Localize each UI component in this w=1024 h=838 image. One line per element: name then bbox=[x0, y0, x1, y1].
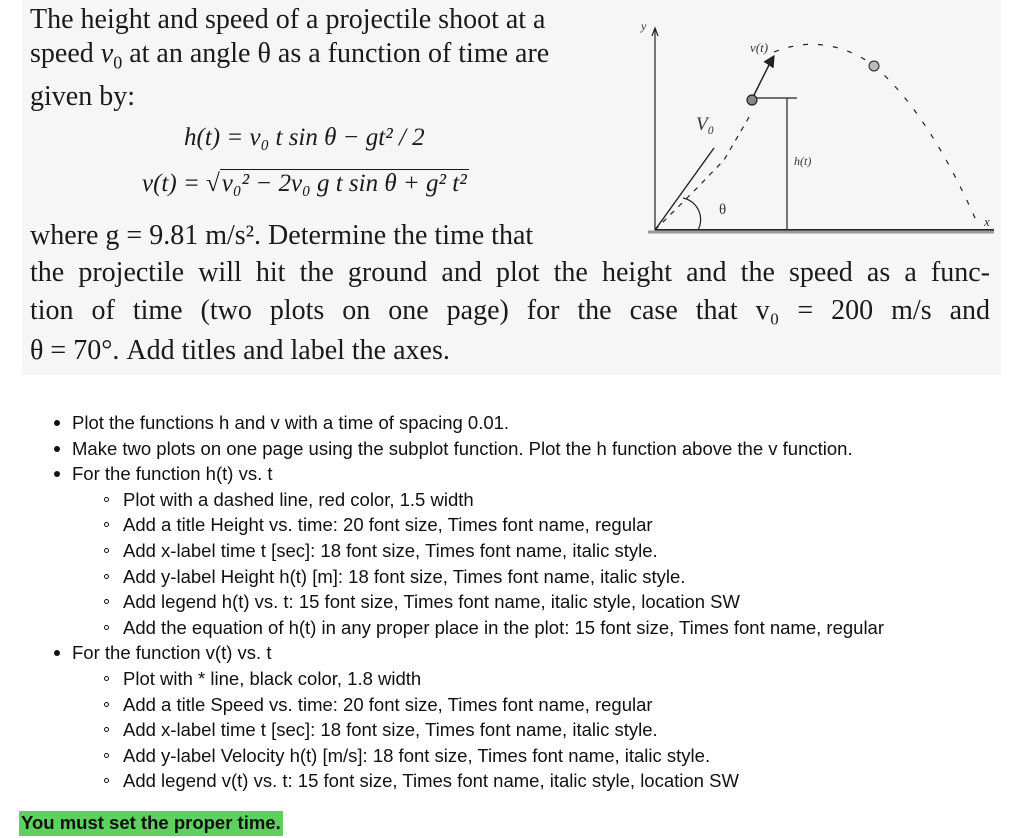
sub-bullet-item: Add the equation of h(t) in any proper place in the plot: 15 font size, Times font name, regular bbox=[123, 616, 885, 638]
bullet-item: For the function v(t) vs. t bbox=[72, 642, 272, 664]
sub-bullet-marker bbox=[104, 676, 109, 681]
projectile-ball bbox=[747, 95, 757, 105]
sub-bullet-item: Add y-label Velocity h(t) [m/s]: 18 font size, Times font name, italic style. bbox=[123, 744, 711, 766]
v0-symbol: v bbox=[100, 38, 114, 69]
sqrt-sign: √ bbox=[206, 170, 220, 197]
bullet-item: For the function h(t) vs. t bbox=[72, 463, 273, 485]
sub-bullet-marker bbox=[104, 727, 109, 732]
sub-bullet-item: Add legend v(t) vs. t: 15 font size, Times font name, italic style, location SW bbox=[123, 770, 739, 792]
bullet-marker bbox=[54, 420, 60, 426]
sub-bullet-marker bbox=[104, 778, 109, 783]
v0-subscript: 0 bbox=[113, 52, 123, 73]
problem-line-3: given by: bbox=[30, 80, 135, 112]
problem-line-7: θ = 70°. Add titles and label the axes. bbox=[30, 335, 450, 366]
initial-velocity-vector bbox=[655, 148, 714, 230]
sub-bullet-item: Add y-label Height h(t) [m]: 18 font size, Times font name, italic style. bbox=[123, 565, 686, 587]
problem-line-6: tion of time (two plots on one page) for the case that v₀ = 200 m/s and bbox=[30, 295, 990, 326]
bullet-marker bbox=[54, 650, 60, 656]
sub-bullet-marker bbox=[104, 497, 109, 502]
sub-bullet-marker bbox=[104, 753, 109, 758]
sub-bullet-marker bbox=[104, 599, 109, 604]
sub-bullet-marker bbox=[104, 522, 109, 527]
projectile-ball-later bbox=[869, 61, 879, 71]
problem-line-2-end: at an angle θ as a function of time are bbox=[122, 38, 550, 69]
speed-equation-radicand: v₀² − 2v₀ g t sin θ + g² t² bbox=[221, 170, 467, 197]
sub-bullet-item: Add a title Height vs. time: 20 font size, Times font name, regular bbox=[123, 514, 653, 536]
problem-line-5: the projectile will hit the ground and plot the height and the speed as a func- bbox=[30, 257, 990, 288]
velocity-label: v(t) bbox=[750, 40, 769, 55]
sub-bullet-item: Add legend h(t) vs. t: 15 font size, Times font name, italic style, location SW bbox=[123, 591, 740, 613]
problem-line-2 bbox=[30, 37, 549, 80]
sub-bullet-item: Add x-label time t [sec]: 18 font size, Times font name, italic style. bbox=[123, 540, 658, 561]
sub-bullet-marker bbox=[104, 548, 109, 553]
sub-bullet-marker bbox=[104, 574, 109, 579]
trajectory-descending bbox=[774, 44, 979, 227]
projectile-diagram bbox=[634, 12, 1004, 242]
y-axis-label: y bbox=[641, 19, 647, 33]
sub-bullet-marker bbox=[104, 702, 109, 707]
sub-bullet-item: Plot with a dashed line, red color, 1.5 width bbox=[123, 488, 474, 510]
problem-line-4 bbox=[30, 220, 533, 252]
sub-bullet-item: Add x-label time t [sec]: 18 font size, Times font name, italic style. bbox=[123, 719, 658, 741]
initial-velocity-label: V₀ bbox=[696, 114, 715, 135]
time-note: You must set the proper time. bbox=[19, 811, 283, 836]
sub-bullet-item: Plot with * line, black color, 1.8 width bbox=[123, 668, 422, 689]
x-axis-label: x bbox=[984, 214, 990, 229]
problem-intro bbox=[30, 3, 549, 114]
where-word: where bbox=[30, 220, 106, 251]
problem-line-1: The height and speed of a projectile shoot at a bbox=[30, 4, 546, 35]
angle-label: θ bbox=[719, 202, 727, 218]
bullet-marker bbox=[54, 446, 60, 452]
speed-equation-lhs: v(t) = bbox=[142, 170, 207, 197]
gravity-value: g = 9.81 m/s². Determine the time that bbox=[105, 220, 534, 251]
height-equation: h(t) = v₀ t sin θ − gt² / 2 bbox=[184, 124, 425, 151]
bullet-item: Plot the functions h and v with a time of spacing 0.01. bbox=[72, 412, 510, 433]
speed-equation bbox=[142, 170, 469, 198]
bullet-marker bbox=[54, 471, 60, 477]
sub-bullet-item: Add a title Speed vs. time: 20 font size, Times font name, regular bbox=[123, 693, 653, 715]
sub-bullet-marker bbox=[104, 625, 109, 630]
problem-statement bbox=[22, 0, 1001, 375]
problem-line-2-start: speed bbox=[30, 38, 101, 69]
bullet-item: Make two plots on one page using the subplot function. Plot the h function above the v function. bbox=[72, 437, 853, 459]
launch-angle-arc bbox=[683, 198, 701, 230]
height-label: h(t) bbox=[794, 154, 812, 168]
